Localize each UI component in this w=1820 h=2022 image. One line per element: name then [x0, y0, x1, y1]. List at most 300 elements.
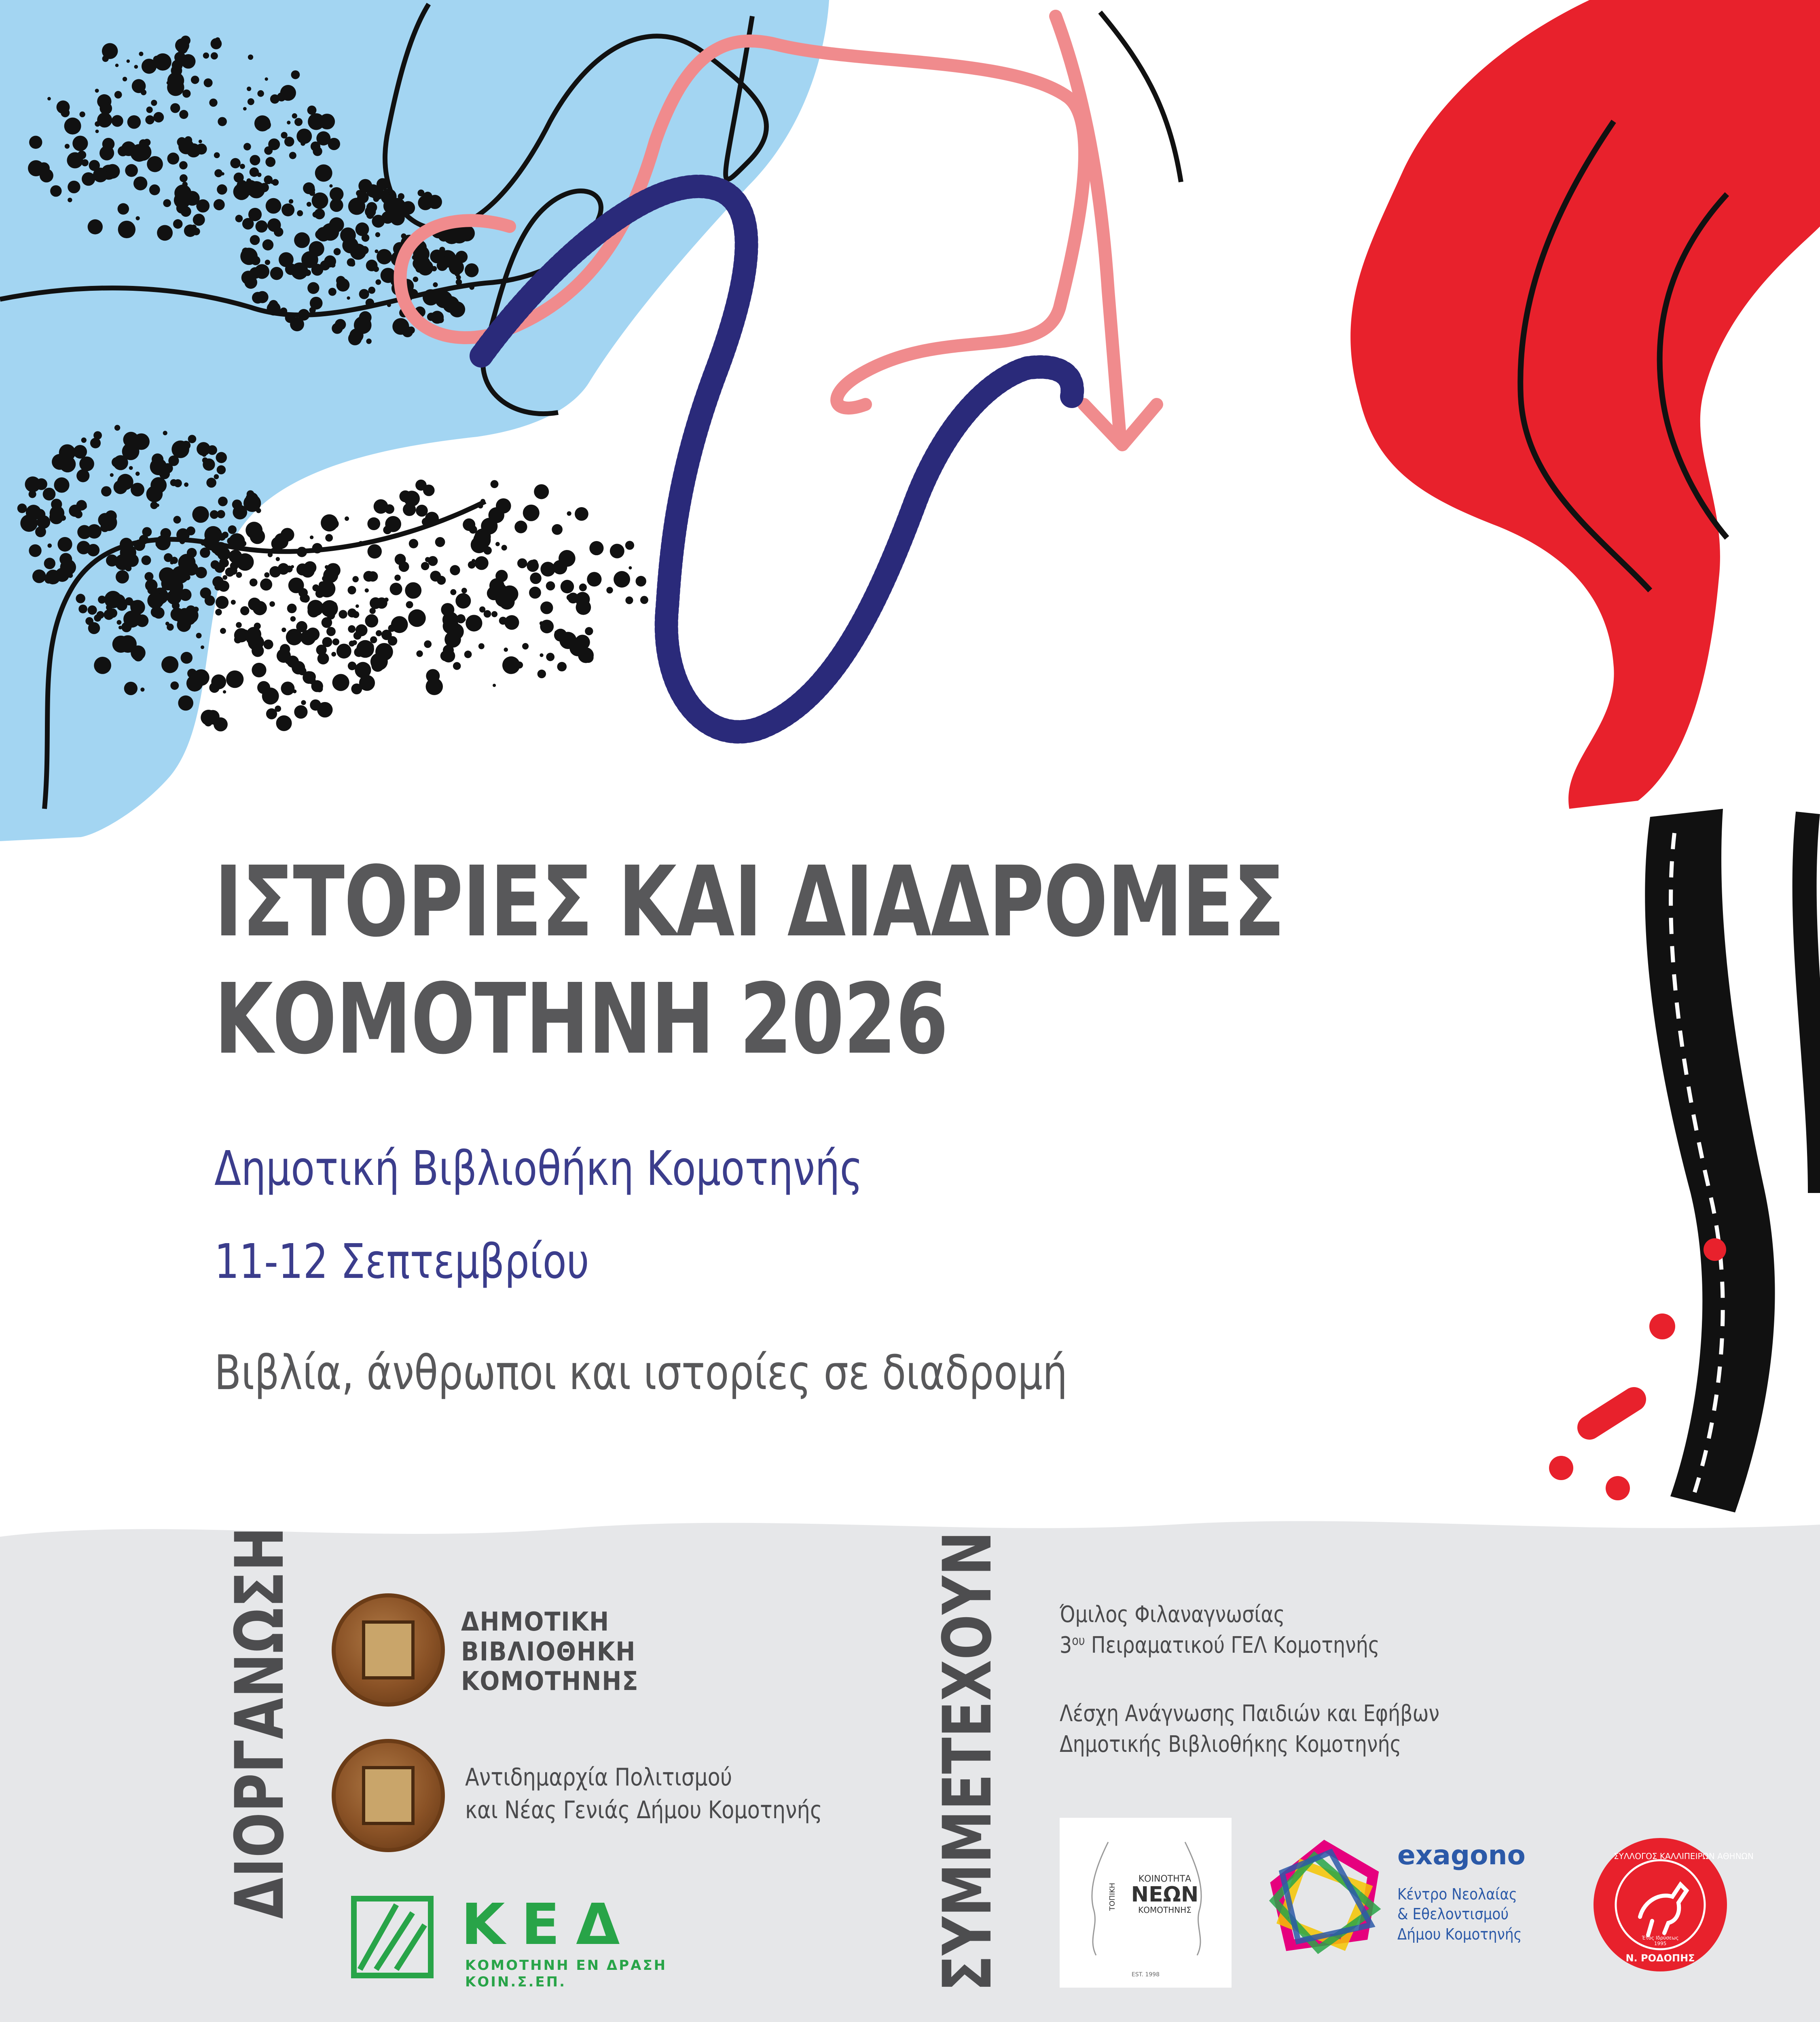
splatter-dot	[370, 636, 377, 643]
splatter-dot	[110, 597, 114, 601]
splatter-dot	[77, 525, 91, 539]
splatter-dot	[285, 656, 294, 664]
splatter-dot	[51, 499, 62, 510]
splatter-dot	[88, 219, 103, 234]
splatter-dot	[252, 645, 264, 657]
splatter-dot	[226, 670, 243, 688]
splatter-dot	[450, 589, 456, 595]
black-line-scribble	[1100, 12, 1181, 182]
splatter-dot	[430, 250, 444, 263]
splatter-dot	[534, 484, 549, 499]
splatter-dot	[390, 583, 402, 595]
library-logo-text: ΔΗΜΟΤΙΚΗ ΒΙΒΛΙΟΘΗΚΗ ΚΟΜΟΤΗΝΗΣ	[461, 1607, 639, 1697]
splatter-dot	[365, 614, 378, 628]
splatter-dot	[466, 615, 482, 631]
splatter-dot	[201, 710, 216, 725]
splatter-dot	[118, 146, 128, 156]
splatter-dot	[291, 70, 300, 79]
splatter-dot	[529, 587, 541, 599]
splatter-dot	[204, 78, 213, 87]
splatter-dot	[629, 566, 632, 569]
splatter-dot	[589, 541, 603, 555]
splatter-dot	[182, 182, 188, 187]
splatter-dot	[504, 647, 508, 652]
splatter-dot	[475, 556, 489, 570]
splatter-dot	[170, 103, 180, 113]
splatter-dot	[382, 649, 389, 656]
splatter-dot	[265, 77, 268, 80]
splatter-dot	[332, 674, 349, 691]
splatter-dot	[214, 152, 220, 158]
splatter-dot	[424, 640, 432, 648]
splatter-dot	[184, 482, 188, 487]
splatter-dot	[314, 209, 325, 220]
splatter-dot	[523, 505, 540, 521]
splatter-dot	[201, 645, 204, 649]
splatter-dot	[106, 554, 118, 567]
splatter-dot	[214, 584, 221, 590]
splatter-dot	[217, 547, 231, 560]
splatter-dot	[242, 218, 254, 230]
splatter-dot	[29, 136, 42, 149]
splatter-dot	[310, 535, 313, 539]
splatter-dot	[478, 643, 485, 649]
event-tagline: Βιβλία, άνθρωποι και ιστορίες σε διαδρομή	[214, 1345, 1068, 1400]
splatter-dot	[196, 205, 200, 208]
splatter-dot	[376, 597, 387, 609]
splatter-dot	[453, 662, 461, 670]
splatter-dot	[561, 580, 574, 593]
splatter-dot	[456, 275, 461, 280]
splatter-dot	[428, 556, 438, 566]
youth-council-logo: ΚΟΙΝΟΤΗΤΑ ΝΕΩΝ ΚΟΜΟΤΗΝΗΣ ΤΟΠΙΚΗ EST. 1998	[1060, 1818, 1232, 1988]
splatter-dot	[88, 622, 100, 634]
splatter-dot	[114, 480, 128, 494]
splatter-dot	[640, 596, 648, 604]
splatter-dot	[246, 630, 261, 645]
splatter-dot	[170, 560, 174, 564]
splatter-dot	[74, 137, 85, 148]
splatter-dot	[163, 463, 173, 473]
splatter-dot	[332, 639, 339, 645]
splatter-dot	[388, 625, 395, 632]
splatter-dot	[428, 195, 442, 209]
splatter-dot	[99, 146, 114, 160]
splatter-dot	[320, 260, 330, 271]
reading-circle-text: Λέσχη Ανάγνωσης Παιδιών και Εφήβων Δημοτικής Βιβλιοθήκης Κομοτηνής	[1060, 1701, 1440, 1758]
splatter-dot	[214, 474, 219, 480]
splatter-dot	[142, 59, 157, 74]
association-ring-text: ΣΥΛΛΟΓΟΣ ΚΑΛΛΙΠΕΙΡΩΝ ΑΘΗΝΩΝ	[1614, 1851, 1754, 1861]
splatter-dot	[330, 262, 335, 267]
splatter-dot	[405, 582, 421, 599]
splatter-dot	[321, 514, 338, 532]
event-venue: Δημοτική Βιβλιοθήκη Κομοτηνής	[214, 1140, 863, 1196]
splatter-dot	[171, 608, 184, 621]
splatter-dot	[356, 604, 359, 608]
splatter-dot	[171, 566, 189, 584]
splatter-dot	[347, 296, 350, 300]
splatter-dot	[455, 593, 471, 609]
splatter-dot	[568, 592, 579, 603]
splatter-dot	[179, 110, 188, 119]
splatter-dot	[112, 636, 129, 653]
splatter-dot	[377, 190, 382, 195]
splatter-dot	[468, 561, 476, 569]
splatter-dot	[248, 98, 254, 105]
splatter-dot	[184, 136, 192, 144]
splatter-dot	[456, 614, 466, 624]
reading-club-text: Όμιλος Φιλαναγνωσίας $3^{o\upsilon}$ Πειραματικού ΓΕΛ Κομοτηνής	[1060, 1601, 1380, 1658]
splatter-dot	[540, 653, 543, 657]
splatter-dot	[250, 235, 260, 245]
splatter-dot	[170, 479, 177, 486]
splatter-dot	[154, 53, 171, 71]
splatter-dot	[585, 627, 593, 635]
splatter-dot	[250, 155, 260, 165]
splatter-dot	[552, 524, 563, 535]
red-dot	[1606, 1476, 1630, 1500]
splatter-dot	[474, 529, 491, 545]
splatter-dot	[116, 600, 127, 611]
splatter-dot	[437, 576, 446, 585]
splatter-dot	[150, 501, 158, 509]
splatter-dot	[140, 687, 144, 692]
splatter-dot	[576, 600, 591, 615]
splatter-dot	[324, 593, 328, 597]
splatter-dot	[119, 626, 122, 629]
splatter-dot	[202, 452, 206, 457]
splatter-dot	[74, 510, 83, 518]
splatter-dot	[281, 203, 294, 216]
splatter-dot	[186, 143, 201, 157]
splatter-dot	[493, 684, 496, 687]
splatter-dot	[95, 129, 99, 133]
splatter-dot	[487, 586, 501, 600]
splatter-dot	[514, 520, 527, 533]
ked-logo-mark	[352, 1897, 433, 1978]
splatter-dot	[313, 146, 322, 156]
splatter-dot	[131, 483, 144, 497]
splatter-dot	[359, 289, 369, 299]
splatter-dot	[57, 100, 70, 114]
splatter-dot	[321, 118, 328, 125]
splatter-dot	[47, 97, 51, 101]
splatter-dot	[147, 592, 163, 609]
splatter-dot	[356, 222, 369, 236]
film-strip	[1645, 809, 1820, 1512]
splatter-dot	[153, 607, 165, 619]
splatter-dot	[491, 611, 497, 617]
splatter-dot	[236, 622, 242, 628]
splatter-dot	[135, 216, 140, 220]
splatter-dot	[218, 497, 228, 506]
splatter-dot	[281, 628, 286, 632]
splatter-dot	[217, 184, 227, 195]
splatter-dot	[196, 633, 202, 639]
splatter-dot	[610, 544, 624, 558]
splatter-dot	[214, 169, 222, 177]
splatter-dot	[381, 658, 387, 665]
splatter-dot	[260, 578, 272, 590]
splatter-dot	[149, 184, 160, 195]
splatter-dot	[192, 506, 209, 523]
splatter-dot	[335, 319, 346, 330]
splatter-dot	[374, 499, 388, 514]
splatter-dot	[122, 443, 140, 460]
splatter-dot	[229, 567, 237, 575]
splatter-dot	[216, 596, 229, 609]
splatter-dot	[231, 600, 236, 605]
splatter-dot	[527, 560, 539, 572]
splatter-dot	[461, 588, 467, 593]
splatter-dot	[409, 539, 418, 548]
splatter-dot	[142, 527, 152, 537]
splatter-dot	[540, 601, 553, 614]
splatter-dot	[250, 578, 258, 586]
splatter-dot	[206, 478, 216, 488]
splatter-dot	[325, 534, 333, 542]
municipality-text: Αντιδημαρχία Πολιτισμού και Νέας Γενιάς Δήμου Κομοτηνής	[465, 1763, 822, 1824]
splatter-dot	[116, 570, 129, 584]
splatter-dot	[416, 505, 428, 517]
splatter-dot	[416, 650, 423, 657]
splatter-dot	[517, 558, 527, 569]
splatter-dot	[55, 568, 70, 582]
splatter-dot	[254, 264, 269, 279]
splatter-dot	[209, 99, 217, 107]
splatter-dot	[289, 152, 296, 159]
splatter-dot	[157, 225, 173, 241]
splatter-dot	[126, 613, 134, 621]
participants-label: ΣΥΜΜΕΤΕΧΟΥΝ	[929, 1531, 1006, 1992]
splatter-dot	[294, 232, 310, 248]
splatter-dot	[298, 264, 302, 268]
splatter-dot	[432, 266, 437, 271]
event-title-line2: ΚΟΜΟΤΗΝΗ 2026	[214, 962, 948, 1076]
splatter-dot	[50, 185, 61, 197]
splatter-dot	[349, 261, 355, 266]
splatter-dot	[284, 137, 294, 147]
splatter-dot	[114, 91, 122, 99]
splatter-dot	[288, 577, 304, 593]
library-seal-logo	[332, 1593, 445, 1707]
splatter-dot	[269, 300, 278, 309]
splatter-dot	[406, 601, 413, 608]
splatter-dot	[64, 118, 81, 135]
splatter-dot	[139, 52, 143, 56]
splatter-dot	[146, 106, 153, 113]
splatter-dot	[76, 469, 89, 482]
splatter-dot	[186, 605, 196, 616]
splatter-dot	[164, 553, 173, 562]
splatter-dot	[377, 249, 392, 264]
splatter-dot	[441, 603, 454, 616]
splatter-dot	[322, 576, 328, 582]
splatter-dot	[394, 575, 401, 581]
splatter-dot	[202, 457, 208, 463]
splatter-dot	[312, 192, 328, 209]
splatter-dot	[173, 219, 183, 229]
splatter-dot	[43, 488, 56, 501]
splatter-dot	[248, 55, 253, 60]
splatter-dot	[57, 537, 72, 552]
splatter-dot	[495, 570, 508, 582]
splatter-dot	[276, 557, 280, 561]
splatter-dot	[256, 220, 268, 233]
splatter-dot	[65, 144, 70, 149]
splatter-dot	[502, 656, 520, 674]
red-paint-shape	[1350, 0, 1820, 809]
splatter-dot	[301, 700, 306, 705]
splatter-dot	[54, 477, 69, 493]
splatter-dot	[145, 115, 154, 125]
splatter-dot	[257, 681, 270, 694]
splatter-dot	[540, 620, 554, 633]
splatter-dot	[36, 478, 47, 490]
splatter-dot	[417, 260, 433, 275]
splatter-dot	[363, 571, 374, 582]
splatter-dot	[329, 184, 332, 188]
splatter-dot	[94, 657, 111, 674]
splatter-dot	[381, 184, 385, 188]
splatter-dot	[254, 623, 261, 630]
splatter-dot	[236, 572, 242, 578]
splatter-dot	[365, 642, 374, 651]
splatter-dot	[307, 282, 319, 294]
splatter-dot	[247, 87, 251, 91]
splatter-dot	[465, 263, 478, 277]
splatter-dot	[292, 113, 297, 118]
event-dates: 11-12 Σεπτεμβρίου	[214, 1233, 589, 1289]
splatter-dot	[375, 250, 378, 253]
splatter-dot	[167, 81, 170, 85]
splatter-dot	[247, 178, 252, 183]
splatter-dot	[348, 332, 362, 345]
splatter-dot	[636, 576, 646, 586]
splatter-dot	[129, 466, 133, 470]
splatter-dot	[262, 239, 274, 251]
splatter-dot	[32, 569, 46, 583]
ked-logo-name: ΚΕΔ	[461, 1892, 636, 1958]
splatter-dot	[180, 174, 188, 182]
splatter-dot	[365, 588, 369, 592]
splatter-dot	[287, 604, 297, 613]
splatter-dot	[233, 505, 247, 520]
splatter-dot	[426, 669, 440, 683]
splatter-dot	[316, 685, 323, 692]
splatter-dot	[307, 202, 311, 207]
splatter-dot	[267, 218, 281, 232]
splatter-dot	[222, 575, 227, 580]
splatter-dot	[375, 279, 381, 285]
splatter-dot	[423, 484, 435, 496]
splatter-dot	[132, 79, 146, 93]
splatter-dot	[118, 203, 129, 214]
exagono-logo-icon	[1266, 1840, 1383, 1957]
splatter-dot	[242, 256, 245, 260]
splatter-dot	[217, 676, 225, 684]
splatter-dot	[413, 277, 419, 282]
splatter-dot	[265, 260, 270, 265]
splatter-dot	[29, 544, 41, 557]
splatter-dot	[174, 442, 188, 456]
splatter-dot	[76, 594, 85, 603]
splatter-dot	[366, 202, 377, 213]
splatter-dot	[339, 610, 347, 618]
splatter-dot	[252, 292, 264, 304]
splatter-dot	[150, 477, 167, 493]
red-dot	[1589, 1399, 1634, 1428]
splatter-dot	[214, 199, 225, 210]
splatter-dot	[172, 60, 183, 71]
splatter-dot	[567, 511, 571, 516]
splatter-dot	[257, 173, 262, 177]
splatter-dot	[348, 625, 356, 633]
splatter-dot	[367, 544, 381, 558]
splatter-dot	[421, 562, 429, 570]
splatter-dot	[381, 268, 396, 283]
splatter-dot	[26, 505, 41, 520]
municipality-seal-logo	[332, 1739, 445, 1852]
exagono-logo-subtitle: Κέντρο Νεολαίας & Εθελοντισμού Δήμου Κομοτηνής	[1397, 1885, 1522, 1943]
splatter-dot	[557, 662, 567, 672]
splatter-dot	[433, 282, 438, 287]
splatter-dot	[553, 560, 567, 575]
splatter-dot	[495, 542, 500, 546]
splatter-dot	[352, 611, 359, 618]
splatter-dot	[297, 210, 303, 216]
splatter-dot	[302, 241, 307, 247]
splatter-dot	[76, 500, 87, 510]
exagono-logo-name: exagono	[1397, 1840, 1526, 1871]
event-title-line1: ΙΣΤΟΡΙΕΣ ΚΑΙ ΔΙΑΔΡΟΜΕΣ	[214, 845, 1285, 958]
splatter-dot	[114, 425, 120, 431]
splatter-dot	[181, 54, 196, 69]
splatter-dot	[270, 267, 283, 280]
splatter-dot	[303, 630, 312, 639]
splatter-dot	[151, 100, 157, 106]
splatter-dot	[44, 558, 55, 569]
splatter-dot	[248, 598, 261, 611]
splatter-dot	[78, 150, 87, 159]
splatter-dot	[294, 705, 307, 719]
splatter-dot	[127, 115, 141, 129]
splatter-dot	[237, 180, 247, 190]
splatter-dot	[276, 715, 292, 731]
splatter-dot	[218, 533, 226, 541]
splatter-dot	[330, 199, 343, 212]
splatter-dot	[352, 576, 359, 582]
splatter-dot	[241, 541, 247, 547]
splatter-dot	[173, 516, 181, 524]
splatter-dot	[286, 566, 293, 573]
splatter-dot	[79, 457, 94, 472]
splatter-dot	[216, 452, 227, 463]
splatter-dot	[265, 157, 275, 167]
splatter-dot	[124, 682, 138, 695]
splatter-dot	[257, 90, 264, 97]
splatter-dot	[100, 523, 109, 532]
splatter-dot	[583, 652, 593, 663]
splatter-dot	[546, 581, 555, 590]
splatter-dot	[310, 699, 321, 711]
splatter-dot	[449, 301, 465, 317]
splatter-dot	[191, 76, 199, 84]
splatter-dot	[356, 624, 368, 637]
splatter-dot	[242, 247, 249, 255]
association-bottom-text: Ν. ΡΟΔΟΠΗΣ	[1625, 1952, 1695, 1964]
